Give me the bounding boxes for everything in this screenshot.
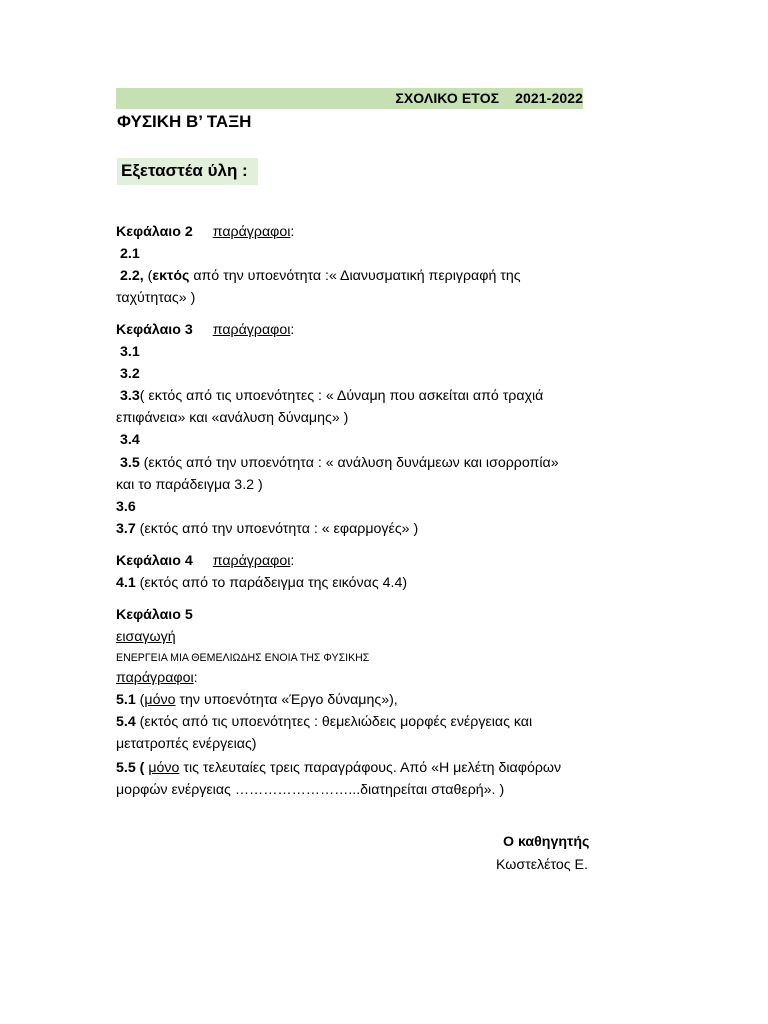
chapter-3-heading [116,320,294,340]
section-5-1 [116,690,398,710]
section-5-1-text: την υποενότητα «Έργο δύναμης»), [175,692,398,708]
section-3-1: 3.1 [120,344,140,360]
section-5-4-number: 5.4 [116,714,136,730]
section-5-5 [116,758,561,778]
chapter-4-colon: : [290,553,295,569]
teacher-name: Κωστελέτος Ε. [496,857,588,873]
section-3-3-text: ( εκτός από τις υποενότητες : « Δύναμη που ασκείται από τραχιά [139,388,544,404]
school-year-text: ΣΧΟΛΙΚΟ ΕΤΟΣ 2021-2022 [395,90,583,106]
section-5-5-only: μόνο [148,760,180,776]
section-3-2: 3.2 [120,366,140,382]
section-3-7 [116,519,418,539]
document-title: ΦΥΣΙΚΗ Β’ ΤΑΞΗ [117,112,252,131]
chapter-5-paragraphs-label: παράγραφοι [116,670,194,686]
section-3-4: 3.4 [120,432,140,448]
section-4-1 [116,573,407,593]
section-5-4-text: (εκτός από τις υποενότητες : θεμελιώδεις μορφές ενέργειας και [135,714,533,730]
chapter-3-paragraphs-label: παράγραφοι [212,322,291,338]
section-3-5-continuation: και το παράδειγμα 3.2 ) [116,477,263,493]
chapter-5-paragraphs [116,668,198,688]
chapter-2-heading [116,222,294,242]
section-5-4-continuation: μετατροπές ενέργειας) [116,736,257,752]
chapter-3-colon: : [290,322,295,338]
section-2-2-open: ( [143,268,153,284]
section-5-1-number: 5.1 [116,692,136,708]
section-5-5-continuation: μορφών ενέργειας ……………………...διατηρείται σταθερή». ) [116,782,505,798]
section-2-2-text: από την υποενότητα :« Διανυσματική περιγραφή της [189,268,521,284]
section-3-7-text: (εκτός από την υποενότητα : « εφαρμογές» ) [135,521,419,537]
section-3-3-continuation: επιφάνεια» και «ανάλυση δύναμης» ) [116,410,349,426]
teacher-role: Ο καθηγητής [503,834,590,850]
chapter-3-title: Κεφάλαιο 3 [116,322,193,338]
section-5-5-number: 5.5 ( [116,760,149,776]
chapter-2-colon: : [290,224,295,240]
section-4-1-text: (εκτός από το παράδειγμα της εικόνας 4.4) [135,575,408,591]
chapter-5-title: Κεφάλαιο 5 [116,607,193,623]
section-5-5-text: τις τελευταίες τρεις παραγράφους. Από «Η μελέτη διαφόρων [179,760,562,776]
section-3-5-text: (εκτός από την υποενότητα : « ανάλυση δυνάμεων και ισορροπία» [139,455,559,471]
chapter-4-heading [116,551,294,571]
section-3-6: 3.6 [116,499,136,515]
chapter-5-colon: : [193,670,198,686]
school-year-banner [116,88,583,109]
exam-scope-banner [117,158,258,185]
chapter-4-title: Κεφάλαιο 4 [116,553,193,569]
exam-scope-label: Εξεταστέα ύλη : [121,161,248,180]
section-4-1-number: 4.1 [116,575,136,591]
section-2-2 [116,266,521,286]
section-3-3 [116,386,543,406]
section-3-7-number: 3.7 [116,521,136,537]
section-2-2-number: 2.2, [120,268,144,284]
section-3-3-number: 3.3 [120,388,140,404]
chapter-5-intro: εισαγωγή [116,629,176,645]
chapter-2-title: Κεφάλαιο 2 [116,224,193,240]
section-5-1-open: ( [135,692,145,708]
section-3-5 [116,453,559,473]
chapter-4-paragraphs-label: παράγραφοι [212,553,291,569]
section-5-4 [116,712,532,732]
section-5-1-only: μόνο [144,692,176,708]
section-2-1: 2.1 [120,246,140,262]
section-3-5-number: 3.5 [120,455,140,471]
chapter-5-intro-title: ΕΝΕΡΓΕΙΑ ΜΙΑ ΘΕΜΕΛΙΩΔΗΣ ΕΝΟΙΑ ΤΗΣ ΦΥΣΙΚΗΣ [116,652,370,664]
chapter-2-paragraphs-label: παράγραφοι [212,224,291,240]
section-2-2-continuation: ταχύτητας» ) [116,290,196,306]
section-2-2-except: εκτός [152,268,190,284]
